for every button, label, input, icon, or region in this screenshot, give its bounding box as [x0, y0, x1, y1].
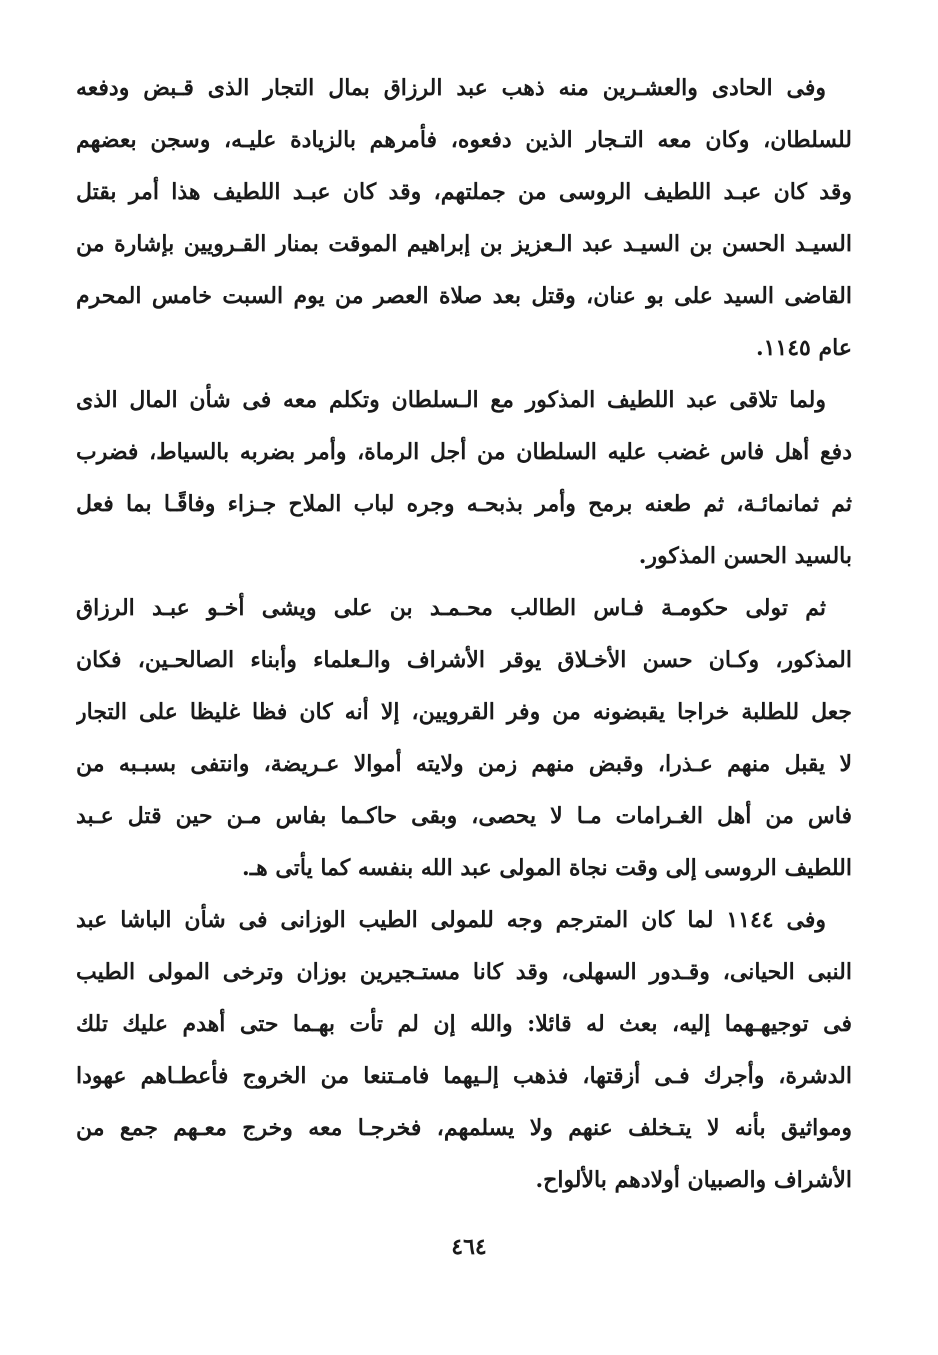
- paragraph-3-line-3: جعل للطلبة خراجا يقبضونه من وفر القرويين، إلا أنه كان فظا غليظا على التجار: [76, 699, 852, 725]
- paragraph-4-line-4: الدشرة، وأجرك فـى أزقتها، فذهب إلـيهما فامـتنعا من الخروج فأعطـاهم عهودا: [76, 1063, 852, 1089]
- paragraph-1-line-5: القاضى السيد على بو عنان، وقتل بعد صلاة العصر من يوم السبت خامس المحرم: [76, 283, 852, 309]
- paragraph-1-line-6: عام ١١٤٥.: [755, 335, 852, 361]
- paragraph-2-line-2: دفع أهل فاس غضب عليه السلطان من أجل الرماة، وأمر بضربه بالسياط، فضرب: [76, 439, 852, 465]
- paragraph-2-line-4: بالسيد الحسن المذكور.: [638, 543, 852, 569]
- paragraph-2-line-1: ولما تلاقى عبد اللطيف المذكور مع الـسلطان وتكلم معه فى شأن المال الذى: [76, 387, 826, 413]
- paragraph-4-line-6: الأشراف والصبيان أولادهم بالألواح.: [535, 1167, 852, 1193]
- paragraph-3-line-5: فاس من أهل الغـرامات مـا لا يحصى، وبقى حاكـما بفاس مـن حين قتل عـبد: [76, 803, 852, 829]
- paragraph-3-line-4: لا يقبل منهم عـذرا، وقبض منهم زمن ولايته أموالا عـريضة، وانتفى بسبـبه من: [76, 751, 852, 777]
- paragraph-3-line-6: اللطيف الروسى إلى وقت نجاة المولى عبد الله بنفسه كما يأتى هـ.: [242, 855, 852, 881]
- page-number: ٤٦٤: [451, 1234, 487, 1260]
- paragraph-1-line-1: وفى الحادى والعشـرين منه ذهب عبد الرزاق بمال التجار الذى قـبض ودفعه: [76, 75, 826, 101]
- paragraph-1-line-3: وقد كان عبـد اللطيف الروسى من جملتهم، وقد كان عبـد اللطيف هذا أمر بقتل: [76, 179, 852, 205]
- paragraph-4-line-5: ومواثيق بأنه لا يتـخلف عنهم ولا يسلمهم، فخرجـا معه وخرج معـهم جمع من: [76, 1115, 852, 1141]
- paragraph-4-line-2: النبى الحيانى، وقـدور السهلى، وقد كانا مستـجيرين بوزان وترخى المولى الطيب: [76, 959, 852, 985]
- paragraph-3-line-2: المذكور، وكـان حسن الأخـلاق يوقر الأشراف والـعلماء وأبناء الصالحـين، فكان: [76, 647, 852, 673]
- paragraph-4-line-1: وفى ١١٤٤ لما كان المترجم وجه للمولى الطيب الوزانى فى شأن الباشا عبد: [76, 907, 826, 933]
- paragraph-1-line-2: للسلطان، وكان معه التـجار الذين دفعوه، فأمرهم بالزيادة عليـه، وسجن بعضهم: [76, 127, 852, 153]
- paragraph-2-line-3: ثم ثمانمائـة، ثم طعنه برمح وأمر بذبحـه وجره لباب الملاح جـزاء وفاقًـا بما فعل: [76, 491, 852, 517]
- paragraph-3-line-1: ثم تولى حكومـة فـاس الطالب محـمـد بن على ويشى أخـو عبـد الرزاق: [76, 595, 826, 621]
- paragraph-1-line-4: السيـد الحسن بن السيـد عبد الـعزيز بن إبراهيم الموقت بمنار القـرويين بإشارة من: [76, 231, 852, 257]
- paragraph-4-line-3: فى توجيهـهما إليه، بعث له قائلا: والله إن لم تأت بهـما حتى أهدم عليك تلك: [76, 1011, 852, 1037]
